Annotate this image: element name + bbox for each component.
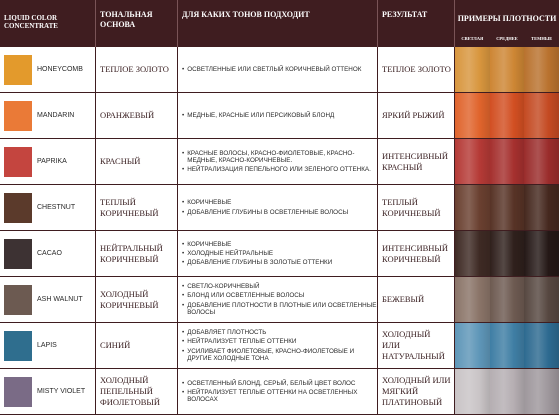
header-density-examples xyxy=(455,0,559,47)
tone-bullet: • НЕЙТРАЛИЗАЦИЯ ПЕПЕЛЬНОГО ИЛИ ЗЕЛЕНОГО ОТТЕНКА. xyxy=(182,166,377,173)
tone-base: ТЕПЛЫЙ КОРИЧНЕВЫЙ xyxy=(96,185,178,231)
color-swatch xyxy=(4,55,32,85)
tone-bullet: • ДОБАВЛЕНИЕ ГЛУБИНЫ В ЗОЛОТЫЕ ОТТЕНКИ xyxy=(182,259,377,266)
hair-sample xyxy=(524,185,559,230)
suitable-tones xyxy=(178,47,378,93)
product-cell xyxy=(0,185,96,231)
density-samples xyxy=(455,93,559,139)
tone-bullet: • ОСВЕТЛЕННЫЕ ИЛИ СВЕТЛЫЙ КОРИЧНЕВЫЙ ОТТЕНОК xyxy=(182,66,377,73)
density-samples xyxy=(455,185,559,231)
hair-sample xyxy=(490,139,525,184)
density-samples xyxy=(455,47,559,93)
tone-bullet: • НЕЙТРАЛИЗУЕТ ТЕПЛЫЕ ОТТЕНКИ НА ОСВЕТЛЕННЫХ ВОЛОСАХ xyxy=(182,389,377,403)
hair-sample xyxy=(524,47,559,92)
hair-sample xyxy=(490,323,525,368)
product-cell xyxy=(0,139,96,185)
density-dark: ТЕМНЫЕ xyxy=(531,36,553,41)
result-text: ТЕПЛОЕ ЗОЛОТО xyxy=(378,47,455,93)
tone-base: ХОЛОДНЫЙ КОРИЧНЕВЫЙ xyxy=(96,277,178,323)
hair-sample xyxy=(455,231,490,276)
product-name: CACAO xyxy=(37,250,62,257)
density-title: ПРИМЕРЫ ПЛОТНОСТИ xyxy=(457,14,557,23)
tone-base: СИНИЙ xyxy=(96,323,178,369)
product-cell xyxy=(0,93,96,139)
hair-sample xyxy=(524,231,559,276)
color-swatch xyxy=(4,377,32,407)
hair-sample xyxy=(490,93,525,138)
tone-bullet: • МЕДНЫЕ, КРАСНЫЕ ИЛИ ПЕРСИКОВЫЙ БЛОНД xyxy=(182,112,377,119)
hair-sample xyxy=(455,185,490,230)
tone-bullet: • НЕЙТРАЛИЗУЕТ ТЕПЛЫЕ ОТТЕНКИ xyxy=(182,338,377,345)
color-swatch xyxy=(4,147,32,177)
hair-sample xyxy=(455,369,490,414)
color-swatch xyxy=(4,285,32,315)
hair-sample xyxy=(524,93,559,138)
color-swatch xyxy=(4,193,32,223)
header-tone-base: ТОНАЛЬНАЯ ОСНОВА xyxy=(96,0,178,47)
density-samples xyxy=(455,139,559,185)
density-samples xyxy=(455,231,559,277)
product-name: PAPRIKA xyxy=(37,158,67,165)
hair-sample xyxy=(455,323,490,368)
hair-sample xyxy=(524,139,559,184)
tone-base: ХОЛОДНЫЙ ПЕПЕЛЬНЫЙ ФИОЛЕТОВЫЙ xyxy=(96,369,178,415)
product-name: HONEYCOMB xyxy=(37,66,83,73)
result-text: ХОЛОДНЫЙ ИЛИ НАТУРАЛЬНЫЙ xyxy=(378,323,455,369)
density-medium: СРЕДНЕЕ xyxy=(496,36,518,41)
tone-base: ТЕПЛОЕ ЗОЛОТО xyxy=(96,47,178,93)
result-text: ХОЛОДНЫЙ ИЛИ МЯГКИЙ ПЛАТИНОВЫЙ xyxy=(378,369,455,415)
header-product: LIQUID COLOR CONCENTRATE xyxy=(0,0,96,47)
hair-sample xyxy=(455,93,490,138)
color-swatch xyxy=(4,239,32,269)
tone-bullet: • ХОЛОДНЫЕ НЕЙТРАЛЬНЫЕ xyxy=(182,250,377,257)
product-cell xyxy=(0,323,96,369)
hair-sample xyxy=(524,277,559,322)
density-labels xyxy=(455,36,559,41)
product-name: ASH WALNUT xyxy=(37,296,83,303)
tone-bullet: • ДОБАВЛЕНИЕ ГЛУБИНЫ В ОСВЕТЛЕННЫЕ ВОЛОСЫ xyxy=(182,209,377,216)
density-samples xyxy=(455,323,559,369)
hair-sample xyxy=(490,47,525,92)
hair-sample xyxy=(455,277,490,322)
result-text: ТЕПЛЫЙ КОРИЧНЕВЫЙ xyxy=(378,185,455,231)
product-name: LAPIS xyxy=(37,342,57,349)
tone-bullet: • СВЕТЛО-КОРИЧНЕВЫЙ xyxy=(182,283,377,290)
product-cell xyxy=(0,277,96,323)
hair-sample xyxy=(490,277,525,322)
hair-sample xyxy=(490,185,525,230)
product-name: MISTY VIOLET xyxy=(37,388,86,395)
hair-sample xyxy=(490,231,525,276)
color-swatch xyxy=(4,101,32,131)
suitable-tones xyxy=(178,369,378,415)
tone-base: КРАСНЫЙ xyxy=(96,139,178,185)
color-swatch xyxy=(4,331,32,361)
suitable-tones xyxy=(178,323,378,369)
suitable-tones xyxy=(178,277,378,323)
result-text: БЕЖЕВЫЙ xyxy=(378,277,455,323)
result-text: ЯРКИЙ РЫЖИЙ xyxy=(378,93,455,139)
suitable-tones xyxy=(178,231,378,277)
suitable-tones xyxy=(178,139,378,185)
hair-sample xyxy=(455,47,490,92)
density-light: СВЕТЛАЯ xyxy=(461,36,484,41)
density-samples xyxy=(455,369,559,415)
density-samples xyxy=(455,277,559,323)
tone-bullet: • ДОБАВЛЯЕТ ПЛОТНОСТЬ xyxy=(182,329,377,336)
tone-bullet: • КОРИЧНЕВЫЕ xyxy=(182,199,377,206)
header-result: РЕЗУЛЬТАТ xyxy=(378,0,455,47)
product-name: CHESTNUT xyxy=(37,204,76,211)
product-cell xyxy=(0,47,96,93)
suitable-tones xyxy=(178,185,378,231)
tone-bullet: • КОРИЧНЕВЫЕ xyxy=(182,241,377,248)
result-text: ИНТЕНСИВНЫЙ КОРИЧНЕВЫЙ xyxy=(378,231,455,277)
hair-sample xyxy=(524,323,559,368)
product-name: MANDARIN xyxy=(37,112,75,119)
product-cell xyxy=(0,231,96,277)
header-suitable-for: ДЛЯ КАКИХ ТОНОВ ПОДХОДИТ xyxy=(178,0,378,47)
hair-sample xyxy=(455,139,490,184)
suitable-tones xyxy=(178,93,378,139)
tone-bullet: • БЛОНД ИЛИ ОСВЕТЛЕННЫЕ ВОЛОСЫ xyxy=(182,292,377,299)
tone-bullet: • ДОБАВЛЕНИЕ ПЛОТНОСТИ В ПЛОТНЫЕ ИЛИ ОСВЕТЛЕННЫЕ ВОЛОСЫ xyxy=(182,302,377,316)
tone-bullet: • УСИЛИВАЕТ ФИОЛЕТОВЫЕ, КРАСНО-ФИОЛЕТОВЫЕ И ДРУГИЕ ХОЛОДНЫЕ ТОНА xyxy=(182,348,377,362)
tone-bullet: • ОСВЕТЛЕННЫЙ БЛОНД, СЕРЫЙ, БЕЛЫЙ ЦВЕТ ВОЛОС xyxy=(182,380,377,387)
tone-base: НЕЙТРАЛЬНЫЙ КОРИЧНЕВЫЙ xyxy=(96,231,178,277)
product-cell xyxy=(0,369,96,415)
hair-sample xyxy=(524,369,559,414)
hair-sample xyxy=(490,369,525,414)
tone-base: ОРАНЖЕВЫЙ xyxy=(96,93,178,139)
result-text: ИНТЕНСИВНЫЙ КРАСНЫЙ xyxy=(378,139,455,185)
tone-bullet: • КРАСНЫЕ ВОЛОСЫ, КРАСНО-ФИОЛЕТОВЫЕ, КРАСНО-МЕДНЫЕ, КРАСНО-КОРИЧНЕВЫЕ. xyxy=(182,150,377,164)
